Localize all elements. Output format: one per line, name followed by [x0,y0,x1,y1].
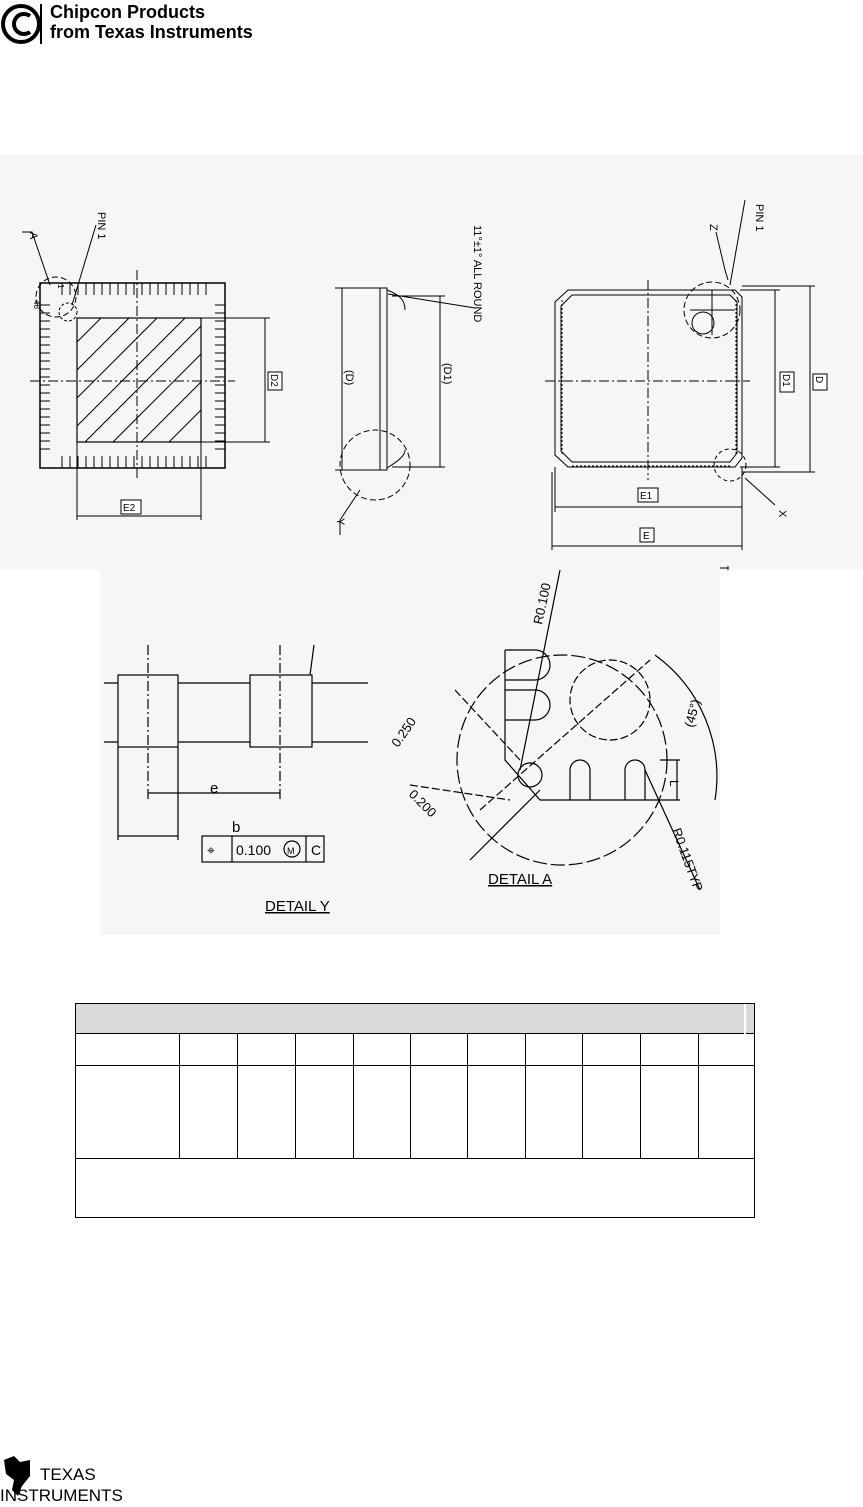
tol-m: M [287,846,295,856]
label-pin48: 48 [32,300,41,309]
table-row [76,1066,754,1159]
label-b-small: b [232,819,241,836]
tol-symbol: ⌖ [207,842,215,858]
tol-value: 0.100 [236,842,272,858]
ti-brand-line2: Instruments [0,1486,123,1502]
label-d1: D1 [780,374,791,387]
table-row [76,1034,754,1066]
label-r100: R0.100 [530,581,554,626]
package-drawing-top [0,155,863,570]
header-line1: Chipcon Products [50,2,206,22]
label-y: Y [334,518,346,526]
header-line2: from Texas Instruments [50,22,253,42]
pads-right [215,305,225,449]
label-d200: 0.200 [405,786,440,821]
label-d-paren: (D) [343,370,355,386]
label-pin1-left: PIN 1 [95,212,107,240]
label-e-small: e [210,780,219,797]
label-x: X [776,510,788,518]
label-d: D [813,376,824,384]
label-a: A [27,232,39,240]
label-d2: D2 [268,374,279,387]
label-angle: 11°±1° ALL ROUND [471,225,483,323]
chipcon-logo [0,2,48,51]
pads-bottom [62,456,206,468]
table-header-bar [76,1004,754,1034]
header-title [50,2,253,42]
label-detail-a: DETAIL A [488,871,553,888]
table-note-row [76,1159,754,1217]
label-e: E [643,531,650,542]
label-e1: E1 [640,491,653,502]
pads-top [62,283,206,295]
dimension-table [75,1003,755,1218]
label-z: Z [707,224,719,231]
detail-drawings [100,565,720,935]
label-detail-y: DETAIL Y [265,898,330,915]
ti-logo [0,1452,150,1507]
label-pin1-right: PIN 1 [753,204,765,232]
label-l: L [667,780,681,787]
tol-c: C [311,842,322,858]
label-d1-paren: (D1) [441,363,453,385]
label-d250: 0.250 [388,714,420,750]
label-r115: R0.115TYP [669,825,706,894]
label-pin1-num: 1 [56,284,65,289]
pads-left [40,305,50,449]
ti-brand-line1: Texas [40,1465,96,1484]
label-45: (45°) [681,697,704,729]
label-e2: E2 [123,503,136,514]
